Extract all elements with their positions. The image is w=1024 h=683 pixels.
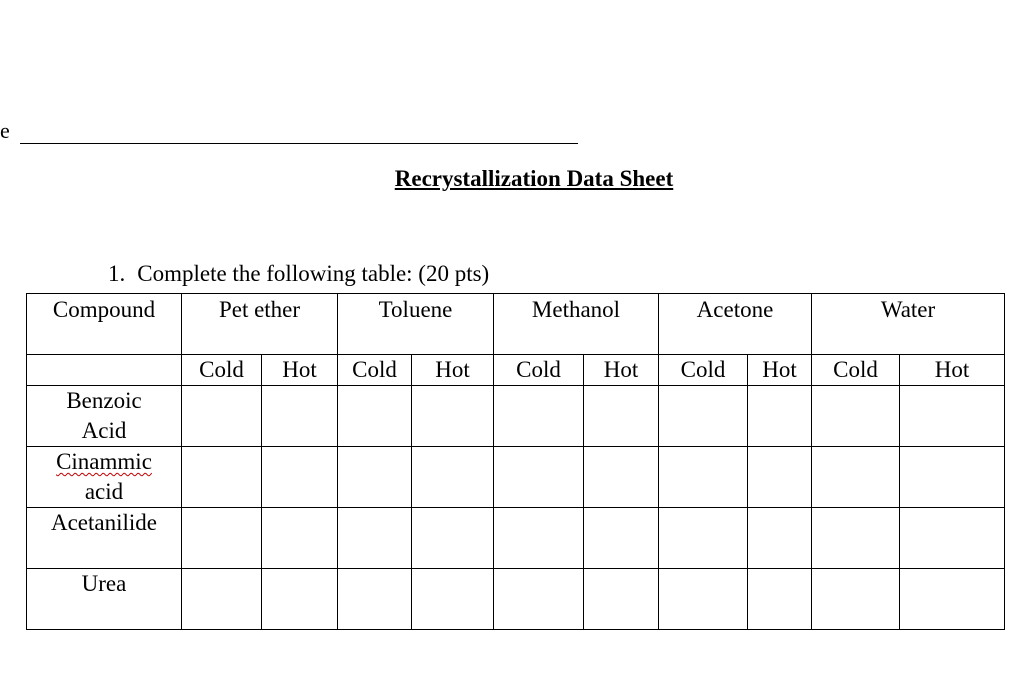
- name-blank-line[interactable]: [20, 143, 578, 144]
- hot-header: Hot: [748, 355, 812, 386]
- answer-cell[interactable]: [182, 447, 262, 508]
- compound-name-cell: [27, 447, 182, 508]
- answer-cell[interactable]: [338, 569, 412, 630]
- answer-cell[interactable]: [262, 508, 338, 569]
- solubility-table: [26, 293, 1005, 630]
- solvent-header-pet-ether: Pet ether: [182, 294, 338, 355]
- compound-name-line2: Acid: [81, 418, 127, 443]
- table-header-row: [27, 294, 1005, 355]
- compound-name-line1: [27, 447, 181, 477]
- answer-cell[interactable]: [584, 569, 659, 630]
- answer-cell[interactable]: [748, 386, 812, 447]
- hot-header: Hot: [262, 355, 338, 386]
- question-prompt: [108, 261, 489, 287]
- answer-cell[interactable]: [659, 569, 748, 630]
- answer-cell[interactable]: [182, 569, 262, 630]
- answer-cell[interactable]: [182, 386, 262, 447]
- answer-cell[interactable]: [900, 569, 1005, 630]
- answer-cell[interactable]: [584, 508, 659, 569]
- answer-cell[interactable]: [262, 447, 338, 508]
- table-row: [27, 569, 1005, 630]
- compound-name-line2: acid: [84, 479, 124, 504]
- answer-cell[interactable]: [900, 447, 1005, 508]
- answer-cell[interactable]: [659, 508, 748, 569]
- answer-cell[interactable]: [659, 386, 748, 447]
- solvent-header-acetone: Acetone: [659, 294, 812, 355]
- answer-cell[interactable]: [748, 508, 812, 569]
- answer-cell[interactable]: [494, 447, 584, 508]
- answer-cell[interactable]: [494, 508, 584, 569]
- solvent-header-toluene: Toluene: [338, 294, 494, 355]
- answer-cell[interactable]: [812, 386, 900, 447]
- answer-cell[interactable]: [812, 508, 900, 569]
- hot-header: Hot: [412, 355, 494, 386]
- compound-name-cell: [27, 508, 182, 569]
- cold-header: Cold: [494, 355, 584, 386]
- answer-cell[interactable]: [748, 569, 812, 630]
- answer-cell[interactable]: [748, 447, 812, 508]
- compound-column-header: Compound: [27, 294, 182, 355]
- name-label: e: [0, 118, 10, 143]
- compound-name-line1: Acetanilide: [50, 510, 157, 535]
- answer-cell[interactable]: [412, 508, 494, 569]
- hot-header: Hot: [900, 355, 1005, 386]
- answer-cell[interactable]: [900, 386, 1005, 447]
- answer-cell[interactable]: [494, 386, 584, 447]
- answer-cell[interactable]: [338, 447, 412, 508]
- answer-cell[interactable]: [900, 508, 1005, 569]
- cold-header: Cold: [182, 355, 262, 386]
- compound-name-cell: [27, 386, 182, 447]
- table-row: [27, 508, 1005, 569]
- answer-cell[interactable]: [412, 447, 494, 508]
- answer-cell[interactable]: [812, 569, 900, 630]
- page-title: Recrystallization Data Sheet: [394, 166, 674, 191]
- solvent-header-water: Water: [812, 294, 1005, 355]
- answer-cell[interactable]: [338, 386, 412, 447]
- answer-cell[interactable]: [262, 386, 338, 447]
- table-row: [27, 386, 1005, 447]
- empty-header-cell: [27, 355, 182, 386]
- answer-cell[interactable]: [412, 569, 494, 630]
- answer-cell[interactable]: [584, 386, 659, 447]
- answer-cell[interactable]: [584, 447, 659, 508]
- answer-cell[interactable]: [412, 386, 494, 447]
- table-subheader-row: [27, 355, 1005, 386]
- answer-cell[interactable]: [812, 447, 900, 508]
- answer-cell[interactable]: [262, 569, 338, 630]
- compound-name-line1: Benzoic: [66, 388, 142, 413]
- cold-header: Cold: [659, 355, 748, 386]
- solvent-header-methanol: Methanol: [494, 294, 659, 355]
- compound-name-line1: Urea: [81, 571, 127, 596]
- cold-header: Cold: [812, 355, 900, 386]
- answer-cell[interactable]: [659, 447, 748, 508]
- spellcheck-flagged-word: Cinammic: [56, 449, 152, 474]
- compound-name-cell: [27, 569, 182, 630]
- table-row: [27, 447, 1005, 508]
- cold-header: Cold: [338, 355, 412, 386]
- answer-cell[interactable]: [182, 508, 262, 569]
- hot-header: Hot: [584, 355, 659, 386]
- question-text: Complete the following table: (20 pts): [137, 261, 490, 286]
- question-number: 1.: [108, 261, 126, 286]
- answer-cell[interactable]: [494, 569, 584, 630]
- answer-cell[interactable]: [338, 508, 412, 569]
